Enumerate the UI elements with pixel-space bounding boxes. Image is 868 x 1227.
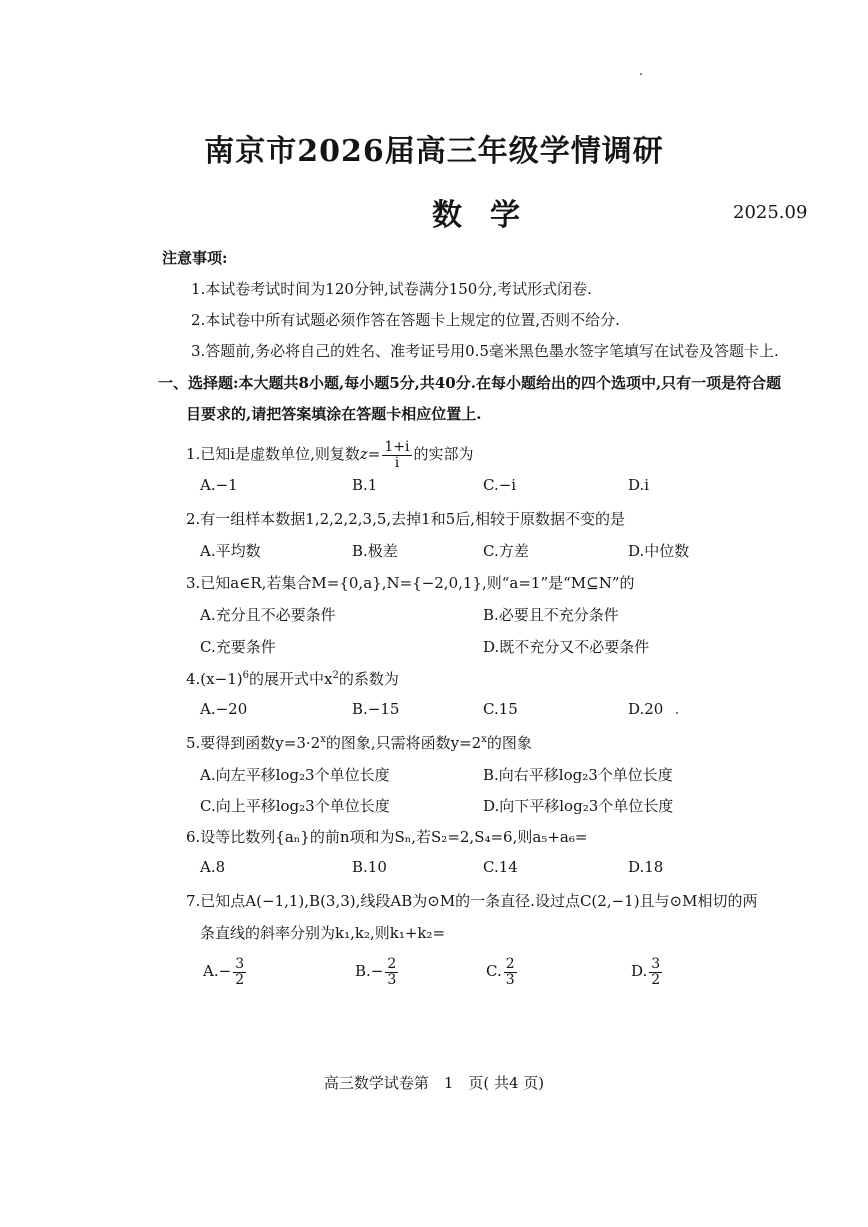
q7-d-den: 2	[651, 971, 661, 988]
q4-stem-c: 的系数为	[338, 670, 399, 688]
q1-fraction	[382, 440, 411, 470]
q1-stem-text: 1.已知i是虚数单位,则复数	[186, 445, 360, 464]
q7-d-label: D.	[631, 962, 648, 981]
q5-stem-a: 5.要得到函数y=3·2	[186, 734, 321, 752]
q5-option-d: D.向下平移log₂3个单位长度	[483, 797, 674, 815]
q5-stem-c: 的图象	[486, 734, 532, 752]
q3-option-b: B.必要且不充分条件	[483, 606, 619, 624]
q7-b-num: 2	[387, 956, 397, 972]
q1-option-c: C.−i	[483, 476, 517, 494]
q2-option-d: D.中位数	[628, 542, 690, 560]
scan-speck	[640, 73, 642, 75]
q7-c-den: 3	[505, 971, 515, 988]
q4-option-c: C.15	[483, 700, 518, 718]
q4-option-b: B.−15	[352, 700, 400, 718]
q7-a-den: 2	[235, 971, 245, 988]
question-1-stem	[186, 440, 474, 470]
question-5-stem	[186, 732, 532, 753]
section-heading-line2: 目要求的,请把答案填涂在答题卡相应位置上.	[186, 405, 482, 423]
q4-exp-b: 2	[332, 670, 339, 681]
q1-frac-den: i	[394, 454, 400, 471]
q3-option-c: C.充要条件	[200, 638, 276, 656]
q1-option-d: D.i	[628, 476, 650, 494]
q5-stem-b: 的图象,只需将函数y=2	[325, 734, 482, 752]
q7-c-label: C.	[486, 962, 502, 981]
question-2-stem: 2.有一组样本数据1,2,2,2,3,5,去掉1和5后,相较于原数据不变的是	[186, 510, 626, 528]
q2-option-c: C.方差	[483, 542, 529, 560]
page-footer: 高三数学试卷第 1 页( 共4 页)	[323, 1074, 545, 1092]
q6-option-a: A.8	[200, 858, 226, 876]
q4-stem-a: 4.(x−1)	[186, 670, 243, 688]
notice-item-1: 1.本试卷考试时间为120分钟,试卷满分150分,考试形式闭卷.	[191, 280, 592, 298]
q4-exp-a: 6	[242, 670, 249, 681]
q3-option-a: A.充分且不必要条件	[200, 606, 336, 624]
notice-item-2: 2.本试卷中所有试题必须作答在答题卡上规定的位置,否则不给分.	[191, 311, 620, 329]
q7-option-b	[355, 957, 400, 987]
q7-b-sign: −	[370, 962, 384, 981]
q7-a-label: A.	[203, 962, 219, 981]
q1-frac-num: 1+i	[384, 439, 410, 455]
q5-option-b: B.向右平移log₂3个单位长度	[483, 766, 673, 784]
q1-z: z=	[359, 445, 381, 464]
q7-c-num: 2	[505, 956, 515, 972]
q5-exp-b: x	[481, 734, 487, 745]
question-4-stem	[186, 668, 399, 689]
q7-d-num: 3	[651, 956, 661, 972]
exam-date: 2025.09	[733, 202, 808, 223]
q7-a-num: 3	[235, 956, 245, 972]
notice-item-3: 3.答题前,务必将自己的姓名、准考证号用0.5毫米黑色墨水签字笔填写在试卷及答题卡上.	[191, 342, 779, 360]
q2-option-b: B.极差	[352, 542, 398, 560]
q6-option-d: D.18	[628, 858, 664, 876]
notice-heading: 注意事项:	[162, 249, 228, 267]
q5-option-c: C.向上平移log₂3个单位长度	[200, 797, 390, 815]
q7-a-sign: −	[218, 962, 232, 981]
question-3-stem: 3.已知a∈R,若集合M={0,a},N={−2,0,1},则“a=1”是“M⊆N”的	[186, 574, 635, 592]
q1-option-b: B.1	[352, 476, 378, 494]
q7-a-fraction	[233, 957, 246, 987]
q7-b-fraction	[385, 957, 398, 987]
question-7-stem-line2: 条直线的斜率分别为k₁,k₂,则k₁+k₂=	[200, 924, 446, 942]
question-7-stem-line1: 7.已知点A(−1,1),B(3,3),线段AB为⊙M的一条直径.设过点C(2,−1)且与⊙M相切的两	[186, 892, 758, 910]
q3-option-d: D.既不充分又不必要条件	[483, 638, 650, 656]
q7-b-label: B.	[355, 962, 371, 981]
q1-option-a: A.−1	[200, 476, 238, 494]
subject-title: 数学	[432, 198, 548, 233]
q7-option-d	[631, 957, 664, 987]
q5-exp-a: x	[320, 734, 326, 745]
q7-option-c	[486, 957, 519, 987]
q6-option-c: C.14	[483, 858, 518, 876]
q7-b-den: 3	[387, 971, 397, 988]
section-heading-line1: 一、选择题:本大题共8小题,每小题5分,共40分.在每小题给出的四个选项中,只有一项是符合题	[158, 374, 782, 392]
q7-d-fraction	[649, 957, 662, 987]
q4-option-a: A.−20	[200, 700, 248, 718]
q7-c-fraction	[504, 957, 517, 987]
q5-option-a: A.向左平移log₂3个单位长度	[200, 766, 390, 784]
q7-option-a	[203, 957, 248, 987]
exam-title: 南京市2026届高三年级学情调研	[204, 134, 664, 169]
scan-speck	[676, 712, 678, 714]
q4-option-d: D.20	[628, 700, 664, 718]
q2-option-a: A.平均数	[200, 542, 261, 560]
q1-stem-tail: 的实部为	[413, 445, 474, 464]
q4-stem-b: 的展开式中x	[248, 670, 333, 688]
q6-option-b: B.10	[352, 858, 387, 876]
question-6-stem: 6.设等比数列{aₙ}的前n项和为Sₙ,若S₂=2,S₄=6,则a₅+a₆=	[186, 828, 588, 846]
